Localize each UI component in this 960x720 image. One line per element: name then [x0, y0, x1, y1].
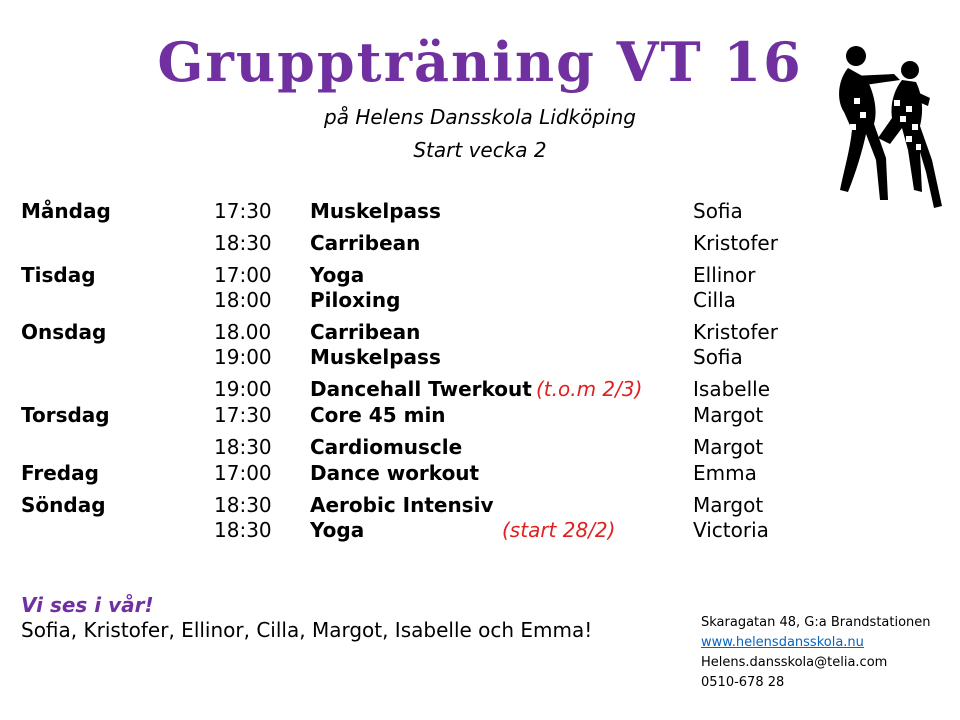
class-name: Muskelpass	[310, 199, 441, 223]
class-name: Carribean	[310, 231, 421, 255]
phone: 0510-678 28	[701, 675, 785, 690]
day-label: Söndag	[21, 493, 106, 517]
time-label: 18:30	[214, 493, 272, 517]
class-name: Yoga	[310, 518, 365, 542]
time-label: 18:30	[214, 435, 272, 459]
contact-info	[701, 613, 931, 693]
schedule-row	[0, 230, 960, 256]
time-label: 19:00	[214, 377, 272, 401]
website-link[interactable]: www.helensdansskola.nu	[701, 635, 864, 650]
day-label: Tisdag	[21, 263, 96, 287]
class-name: Muskelpass	[310, 345, 441, 369]
instructor-name: Kristofer	[693, 320, 778, 344]
subtitle: på Helens Dansskola Lidköping	[324, 105, 636, 129]
instructor-name: Ellinor	[693, 263, 756, 287]
time-label: 17:30	[214, 199, 272, 223]
schedule-row	[0, 402, 960, 428]
day-label: Måndag	[21, 199, 111, 223]
time-label: 18.00	[214, 320, 272, 344]
day-label: Onsdag	[21, 320, 107, 344]
time-label: 18:00	[214, 288, 272, 312]
schedule-row	[0, 460, 960, 486]
instructor-name: Margot	[693, 403, 764, 427]
instructor-name: Emma	[693, 461, 757, 485]
class-name: Core 45 min	[310, 403, 446, 427]
instructor-name: Sofia	[693, 345, 743, 369]
email: Helens.dansskola@telia.com	[701, 655, 888, 670]
time-label: 17:00	[214, 263, 272, 287]
day-label: Fredag	[21, 461, 99, 485]
address: Skaragatan 48, G:a Brandstationen	[701, 615, 931, 630]
instructor-name: Isabelle	[693, 377, 770, 401]
time-label: 18:30	[214, 231, 272, 255]
day-label: Torsdag	[21, 403, 110, 427]
class-note: (start 28/2)	[502, 518, 616, 542]
class-name: Cardiomuscle	[310, 435, 463, 459]
class-name: Piloxing	[310, 288, 401, 312]
instructor-name: Cilla	[693, 288, 736, 312]
page-title: Gruppträning VT 16	[157, 30, 803, 94]
instructor-name: Victoria	[693, 518, 769, 542]
class-note: (t.o.m 2/3)	[536, 377, 643, 401]
schedule-row	[0, 492, 960, 518]
instructor-name: Margot	[693, 493, 764, 517]
time-label: 18:30	[214, 518, 272, 542]
schedule-row	[0, 344, 960, 370]
schedule-row	[0, 434, 960, 460]
class-name: Carribean	[310, 320, 421, 344]
time-label: 17:30	[214, 403, 272, 427]
greeting: Vi ses i vår!	[21, 593, 154, 617]
schedule-row	[0, 376, 960, 402]
time-label: 19:00	[214, 345, 272, 369]
start-note: Start vecka 2	[413, 138, 547, 162]
schedule-row	[0, 319, 960, 345]
class-name: Dancehall Twerkout	[310, 377, 532, 401]
instructor-name: Sofia	[693, 199, 743, 223]
class-name: Aerobic Intensiv	[310, 493, 494, 517]
instructor-name: Kristofer	[693, 231, 778, 255]
schedule-row	[0, 198, 960, 224]
time-label: 17:00	[214, 461, 272, 485]
class-name: Dance workout	[310, 461, 480, 485]
instructor-list: Sofia, Kristofer, Ellinor, Cilla, Margot, Isabelle och Emma!	[21, 618, 593, 642]
class-name: Yoga	[310, 263, 365, 287]
instructor-name: Margot	[693, 435, 764, 459]
schedule-row	[0, 517, 960, 543]
schedule-row	[0, 287, 960, 313]
schedule-row	[0, 262, 960, 288]
